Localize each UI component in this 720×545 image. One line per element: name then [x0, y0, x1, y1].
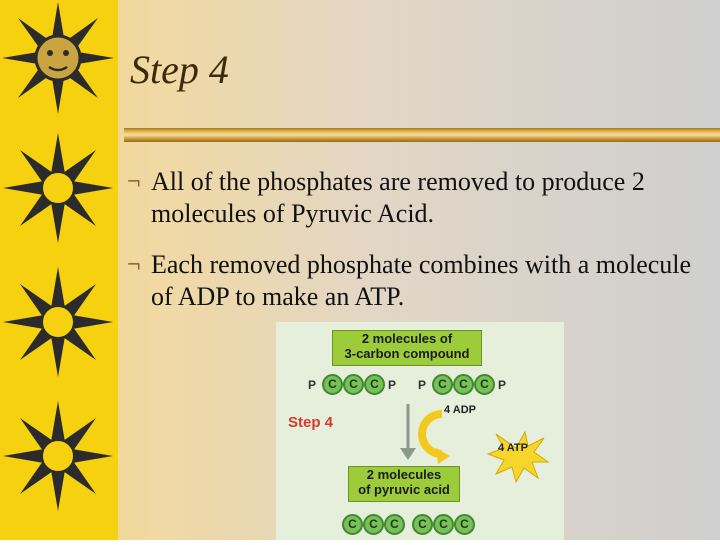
top-box-line: 2 molecules of	[361, 331, 453, 346]
phosphate-label: P	[498, 378, 507, 392]
pyruvic-acid-box	[348, 466, 460, 502]
decorative-sidebar	[0, 0, 118, 540]
bottom-box-line: 2 molecules	[366, 467, 442, 482]
sun-icon	[3, 401, 113, 511]
carbon-atom: C	[453, 374, 474, 395]
carbon-atom: C	[432, 374, 453, 395]
sun-face-icon	[2, 2, 114, 114]
arrowhead-icon	[436, 448, 450, 464]
bullet-item	[127, 166, 712, 230]
sun-pattern	[0, 0, 118, 540]
slide-title: Step 4	[130, 47, 229, 92]
phosphate-label: P	[308, 378, 317, 392]
starburst-icon	[488, 432, 548, 482]
carbon-atom: C	[474, 374, 495, 395]
phosphate-label: P	[388, 378, 397, 392]
top-box-line: 3-carbon compound	[344, 346, 470, 361]
sun-icon	[3, 133, 113, 243]
carbon-atom: C	[363, 514, 384, 535]
step-label: Step 4	[288, 414, 334, 431]
carbon-atom: C	[454, 514, 475, 535]
carbon-atom: C	[364, 374, 385, 395]
phosphate-label: P	[418, 378, 427, 392]
sun-icon	[3, 267, 113, 377]
arrowhead-icon	[400, 448, 416, 460]
bullet-marker: ¬	[127, 252, 141, 278]
adp-label: 4 ADP	[444, 404, 476, 416]
bottom-box-line: of pyruvic acid	[358, 482, 450, 497]
carbon-atom: C	[384, 514, 405, 535]
bullet-text: All of the phosphates are removed to produce 2 molecules of Pyruvic Acid.	[151, 167, 645, 228]
curved-arrow-icon	[422, 414, 442, 454]
carbon-atom: C	[342, 514, 363, 535]
carbon-atom: C	[412, 514, 433, 535]
top-compound-box	[332, 330, 482, 366]
carbon-atom: C	[322, 374, 343, 395]
glycolysis-diagram	[276, 322, 564, 540]
bullet-marker: ¬	[127, 169, 141, 195]
carbon-atom: C	[433, 514, 454, 535]
bullet-item	[127, 249, 712, 313]
bullet-text: Each removed phosphate combines with a molecule of ADP to make an ATP.	[151, 250, 692, 311]
carbon-atom: C	[343, 374, 364, 395]
atp-label: 4 ATP	[498, 442, 528, 454]
title-divider	[124, 128, 720, 142]
